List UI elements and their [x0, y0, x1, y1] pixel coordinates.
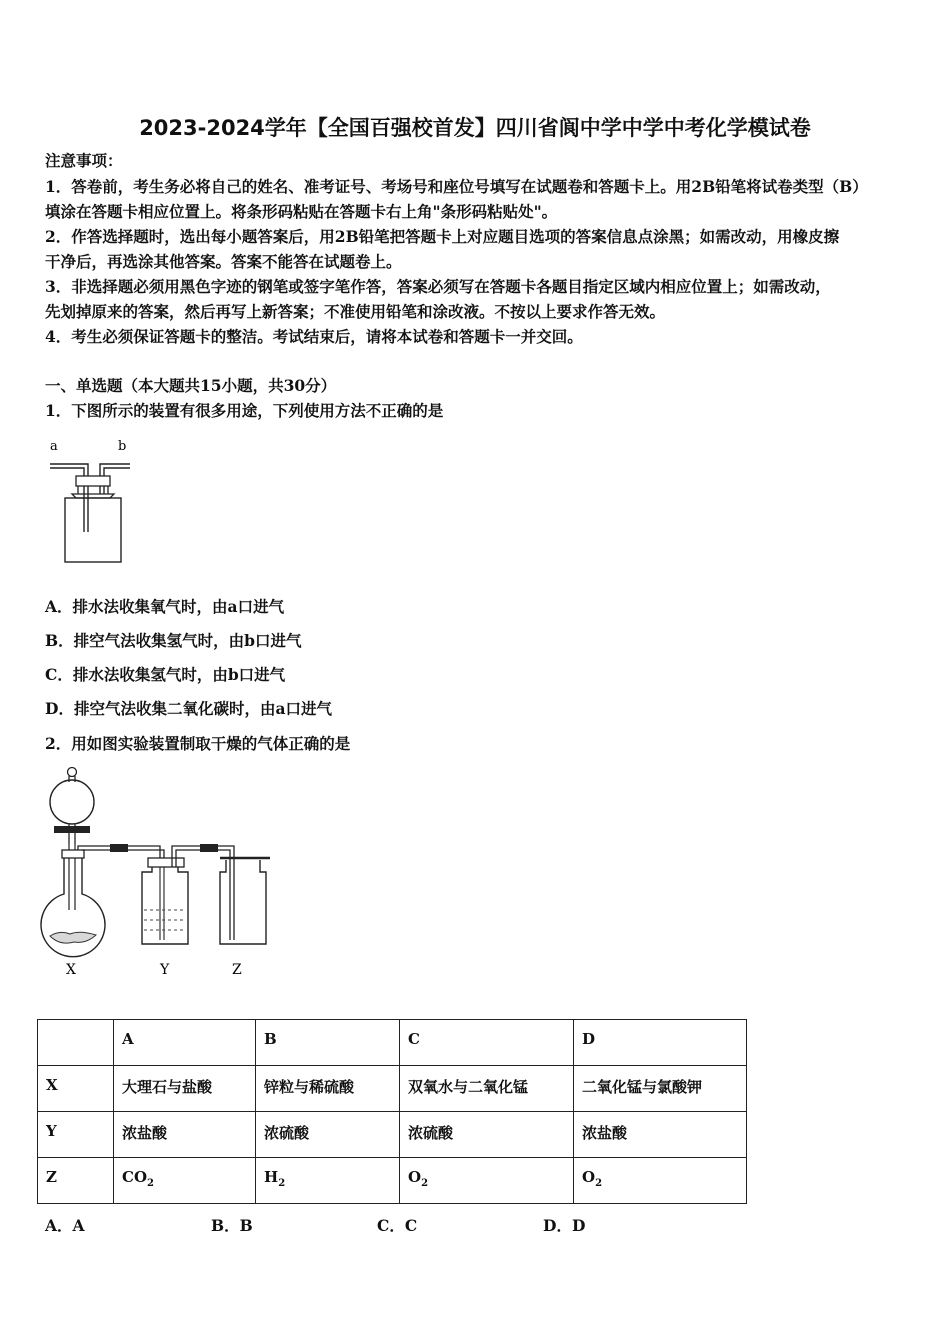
table-cell: 二氧化锰与氯酸钾 [574, 1066, 747, 1112]
formula-sub: 2 [147, 1178, 154, 1189]
table-cell: 浓盐酸 [114, 1112, 256, 1158]
apparatus-figure [40, 764, 290, 986]
q2-stem: 2．用如图实验装置制取干燥的气体正确的是 [45, 734, 351, 753]
table-cell [574, 1158, 747, 1204]
notice-line: 1．答卷前，考生务必将自己的姓名、准考证号、考场号和座位号填写在试题卷和答题卡上。用2B铅笔将试卷类型（B） [45, 177, 868, 196]
table-cell [256, 1158, 400, 1204]
table-cell: 浓硫酸 [256, 1112, 400, 1158]
q1-stem: 1．下图所示的装置有很多用途，下列使用方法不正确的是 [45, 401, 444, 420]
notice-line: 4．考生必须保证答题卡的整洁。考试结束后，请将本试卷和答题卡一并交回。 [45, 327, 583, 346]
table-cell: A [114, 1020, 256, 1066]
table-cell: Z [38, 1158, 114, 1204]
q1-option-c: C．排水法收集氢气时，由b口进气 [45, 665, 286, 684]
fig-label-y: Y [160, 962, 170, 978]
fig-label-b: b [118, 439, 127, 454]
table-cell: X [38, 1066, 114, 1112]
notice-line: 填涂在答题卡相应位置上。将条形码粘贴在答题卡右上角"条形码粘贴处"。 [45, 202, 558, 221]
notice-line: 3．非选择题必须用黑色字迹的钢笔或签字笔作答，答案必须写在答题卡各题目指定区域内相应位置上；如需改动， [45, 277, 831, 296]
q2-choice-a: A．A [45, 1216, 85, 1235]
answer-table [37, 1019, 747, 1204]
q1-option-d: D．排空气法收集二氧化碳时，由a口进气 [45, 699, 332, 718]
table-cell: 双氧水与二氧化锰 [400, 1066, 574, 1112]
table-row [38, 1112, 747, 1158]
formula-base: O [408, 1168, 422, 1186]
table-row [38, 1066, 747, 1112]
q1-option-a: A．排水法收集氧气时，由a口进气 [45, 597, 285, 616]
notice-line: 干净后，再选涂其他答案。答案不能答在试题卷上。 [45, 252, 402, 271]
formula-base: O [582, 1168, 596, 1186]
notice-line: 2．作答选择题时，选出每小题答案后，用2B铅笔把答题卡上对应题目选项的答案信息点涂黑；如需改动，用橡皮擦 [45, 227, 840, 246]
q2-choice-b: B．B [211, 1216, 253, 1235]
q2-choice-d: D．D [543, 1216, 586, 1235]
table-row [38, 1020, 747, 1066]
fig-label-a: a [50, 439, 58, 454]
table-row [38, 1158, 747, 1204]
q2-choice-c: C．C [377, 1216, 418, 1235]
table-cell: 锌粒与稀硫酸 [256, 1066, 400, 1112]
page-title: 2023-2024学年【全国百强校首发】四川省阆中学中学中考化学模试卷 [139, 116, 811, 140]
section-heading: 一、单选题（本大题共15小题，共30分） [45, 376, 337, 395]
fig-label-x: X [66, 962, 76, 978]
table-cell: C [400, 1020, 574, 1066]
q1-option-b: B．排空气法收集氢气时，由b口进气 [45, 631, 302, 650]
table-cell: D [574, 1020, 747, 1066]
table-cell [38, 1020, 114, 1066]
table-cell: 浓硫酸 [400, 1112, 574, 1158]
table-cell [114, 1158, 256, 1204]
notice-heading: 注意事项： [45, 151, 123, 170]
formula-sub: 2 [421, 1178, 429, 1189]
formula-base: CO [122, 1168, 148, 1186]
table-cell [400, 1158, 574, 1204]
table-cell: B [256, 1020, 400, 1066]
table-cell: Y [38, 1112, 114, 1158]
formula-sub: 2 [595, 1178, 603, 1189]
fig-label-z: Z [232, 962, 242, 978]
formula-base: H [264, 1168, 279, 1186]
table-cell: 浓盐酸 [574, 1112, 747, 1158]
table-cell: 大理石与盐酸 [114, 1066, 256, 1112]
gas-bottle-figure [44, 434, 144, 570]
formula-sub: 2 [278, 1178, 286, 1189]
notice-line: 先划掉原来的答案，然后再写上新答案；不准使用铅笔和涂改液。不按以上要求作答无效。 [45, 302, 666, 321]
